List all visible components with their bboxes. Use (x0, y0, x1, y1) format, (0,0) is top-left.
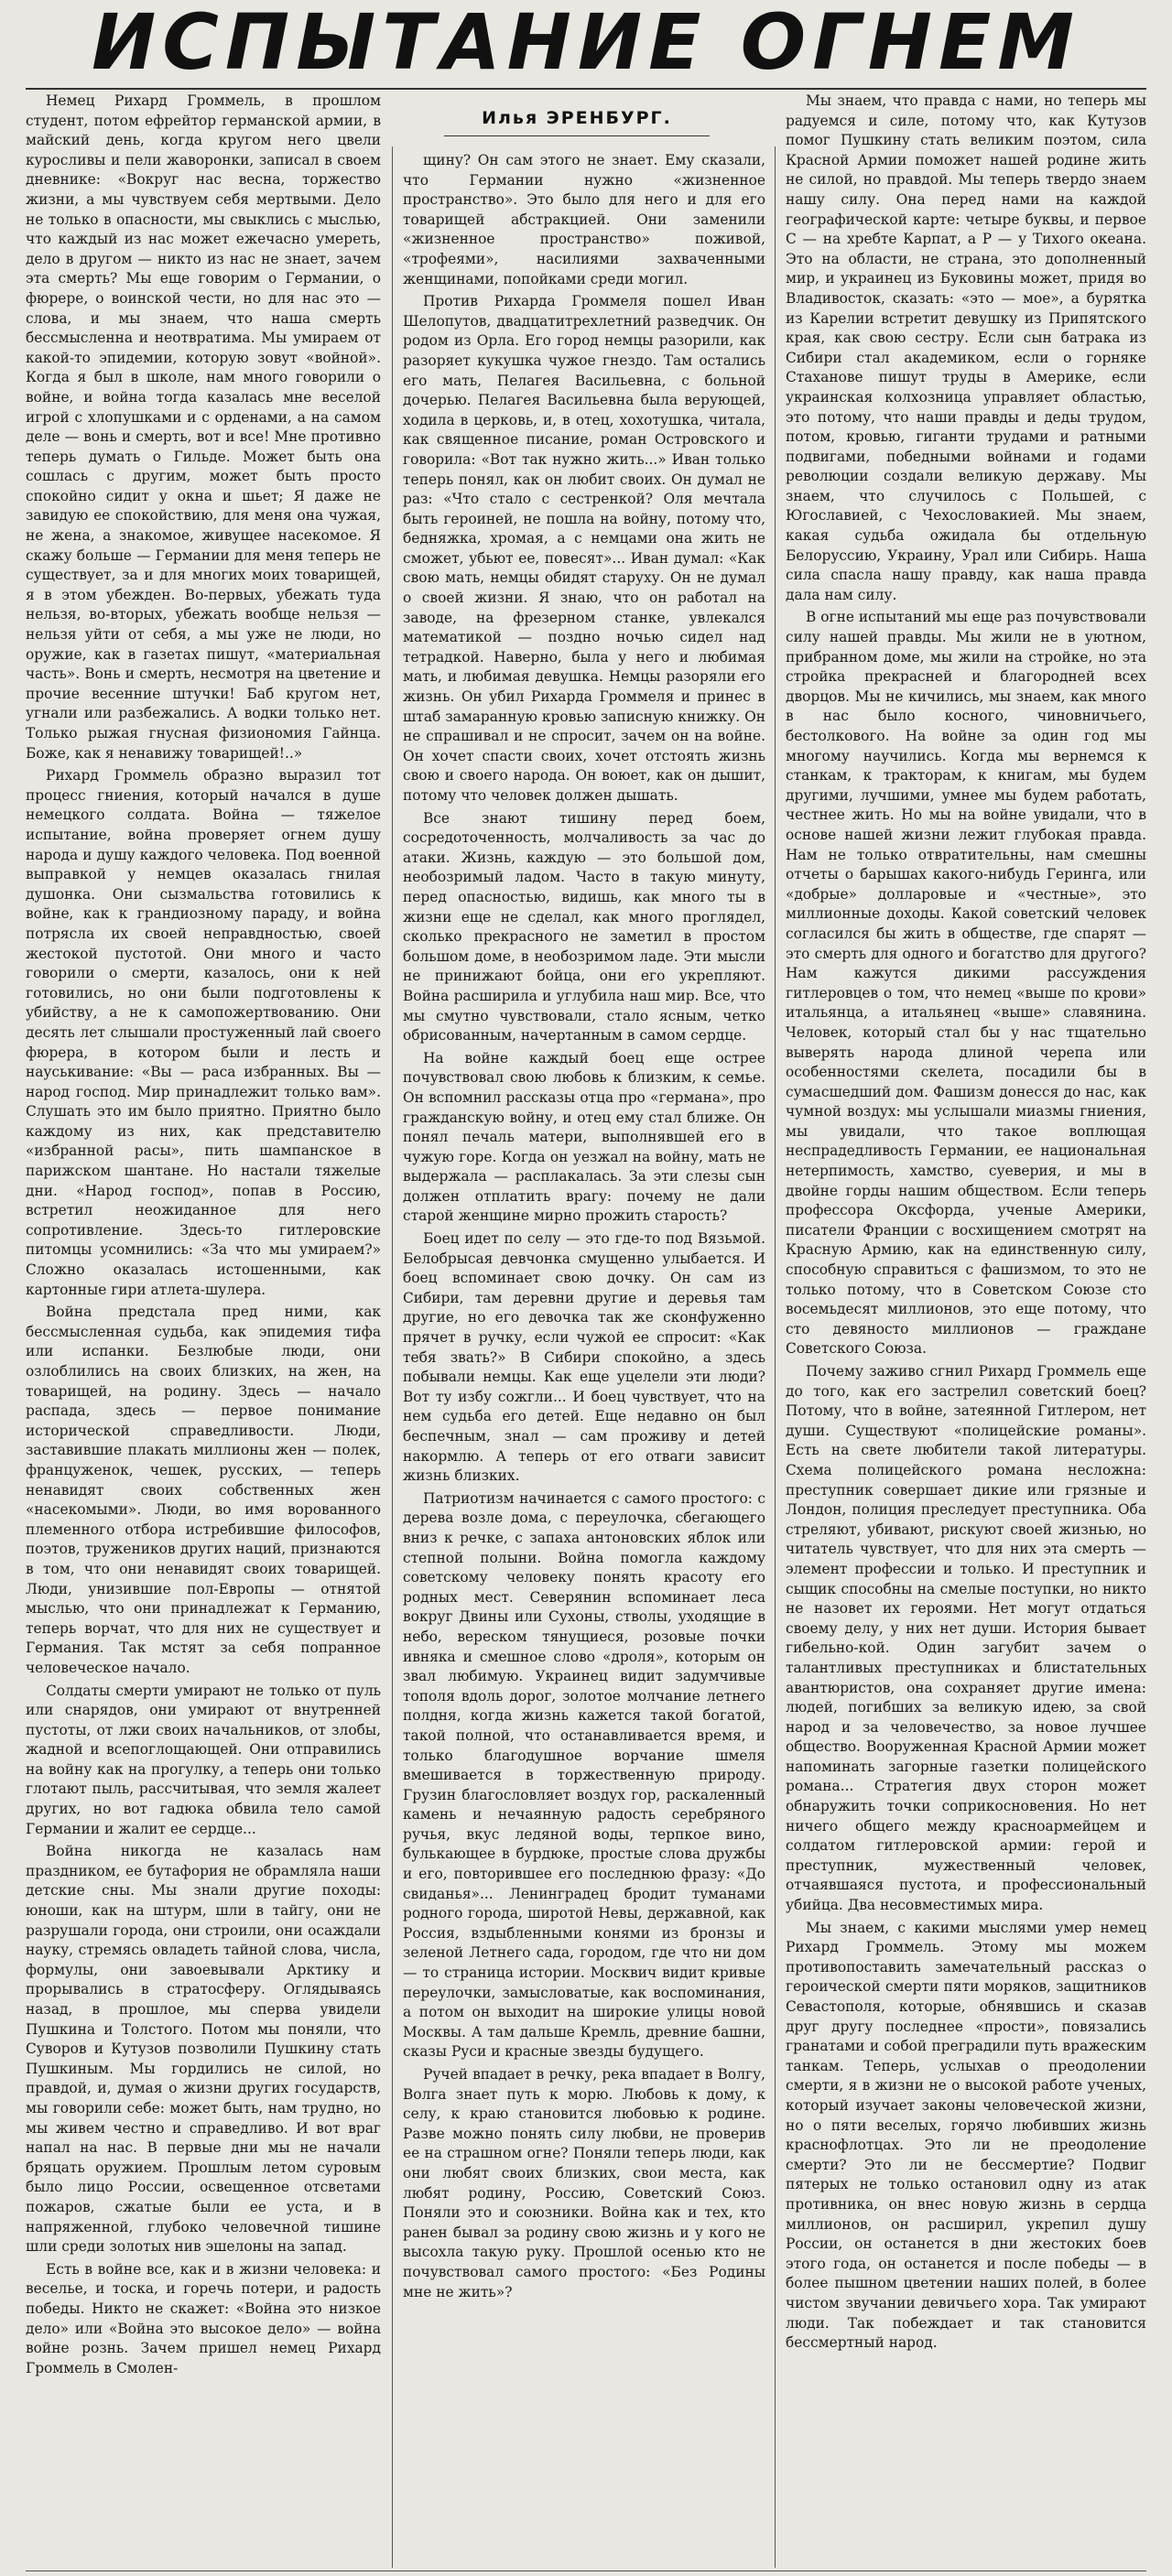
article-paragraph: Мы знаем, с какими мыслями умер немец Рихард Громмель. Этому мы можем противопоставить замечательный рассказ о героической смерти пяти моряков, защитников Севастополя, которые, обнявшись и сказав друг другу последнее «прости», повязались гранатами и собой преградили путь вражеским танкам. Теперь, услыхав о преодолении смерти, я в жизни не о высокой работе ученых, который изучает законы человеческой жизни, но о пяти веселых, горячо любивших жизнь краснофлотцах. Это ли не преодоление смерти? Это ли не бессмертие? Подвиг пятерых не только остановил одну из атак противника, он внес новую жизнь в сердца миллионов, он расширил, укрепил душу России, он останется в дни жестоких боев этого года, он останется и после победы — в более пышном цветении наших полей, в более чистом звучании девичьего хора. Так умирают люди. Так побеждает и так становится бессмертный народ. (786, 1919, 1146, 2352)
article-paragraph: Мы знаем, что правда с нами, но теперь мы радуемся и силе, потому что, как Кутузов помог Пушкину стать великим поэтом, сила Красной Армии поможет нашей родине жить не силой, но правдой. Мы теперь твердо знаем нашу силу. Она перед нами на каждой географической карте: четыре буквы, и первое С — на хребте Карпат, а Р — у Тихого океана. Это на области, не страна, это дополненный мир, и украинец из Буковины может, придя во Владивосток, сказать: «это — мое», а бурятка из Карелии встретит девушку из Припятского края, как свою сестру. Если сын батрака из Сибири стал академиком, если о горняке Стаханове пишут труды в Америке, если украинская колхозница управляет областью, это потому, что наши правды и деды трудом, потом, кровью, гиганти трудами и ратными подвигами, победными войнами и годами революции создали великую державу. Мы знаем, что случилось с Польшей, с Югославией, с Чехословакией. Мы знаем, какая судьба ожидала бы отдельную Белоруссию, Украину, Урал или Сибирь. Наша сила спасла нашу правду, как наша правда дала нам силу. (786, 92, 1146, 603)
article-column-1 (26, 92, 381, 2568)
article-paragraph: Боец идет по селу — это где-то под Вязьмой. Белобрысая девчонка смущенно улыбается. И боец вспоминает свою дочку. Он сам из Сибири, там деревни другие и деревья там другие, но его девочка так же сконфуженно прячет в ручку, если чужой ее спросит: «Как тебя звать?» В Сибири спокойно, а здесь побывали немцы. Как еще уцелели эти люди? Вот ту избу сожгли... И боец чувствует, что на нем судьба его детей. Еще недавно он был беспечным, знал — сам проживу и детей накормлю. А теперь от его отваги зависит жизнь близких. (403, 1230, 765, 1485)
article-paragraph: щину? Он сам этого не знает. Ему сказали, что Германии нужно «жизненное пространство». Это было для него и для его товарищей абстракцией. Они заменили «жизненное пространство» поживой, «трофеями», насилиями захваченными женщинами, попойками среди могил. (403, 152, 765, 287)
article-paragraph: Рихард Громмель образно выразил тот процесс гниения, который начался в душе немецкого солдата. Война — тяжелое испытание, война проверяет огнем душу народа и душу каждого человека. Под военной выправкой у немцев оказалась гнилая душонка. Они сызмальства готовились к войне, как к грандиозному параду, и война потрясла их своей неправдностью, своей жестокой пустотой. Они много и часто говорили о смерти, казалось, они к ней готовились, но они были подготовлены к убийству, а не к самопожертвованию. Они десять лет слышали простуженный лай своего фюрера, в котором были и лесть и науськивание: «Вы — раса избранных. Вы — народ господ. Мир принадлежит только вам». Слушать это им было приятно. Приятно было каждому из них, как представителю «избранной расы», пить шампанское в парижском шантане. Но настали тяжелые дни. «Народ господ», попав в Россию, встретил неожиданное для него сопротивление. Здесь-то гитлеровские питомцы усомнились: «За что мы умираем?» Сложно оказалась истошенными, как картонные гири атлета-шулера. (26, 767, 381, 1298)
headline-divider (26, 88, 1146, 90)
article-column-2 (403, 151, 765, 2568)
article-paragraph: Война предстала пред ними, как бессмысленная судьба, как эпидемия тифа или испанки. Безлюбые люди, они озлоблились на своих близких, на жен, на товарищей, на родину. Здесь — начало распада, здесь — первое понимание исторической справедливости. Люди, заставившие плакать миллионы жен — полек, француженок, чешек, русских, — теперь ненавидят своих собственных жен «насекомыми». Люди, во имя ворованного племенного отбора истребившие философов, поэтов, тружеников других наций, признаются в том, что они ненавидят своих товарищей. Люди, унизившие пол-Европы — отнятой мыслью, что они принадлежат к Германию, теперь ворчат, что для них не существует и Германия. Так мстят за себя попранное человеческое начало. (26, 1304, 381, 1676)
article-paragraph: Все знают тишину перед боем, сосредоточенность, молчаливость за час до атаки. Жизнь, каждую — это большой дом, необозримый ладом. Часто в такую минуту, перед опасностью, видишь, как много ты в жизни еще не сделал, как много проглядел, сколько прекрасного не заметил в простом большом доме, в необозримом ладе. Эти мысли не принижают бойца, они его укрепляют. Война расширила и углубила наш мир. Все, что мы смутно чувствовали, стало ясным, четко обрисованным, начертанным в самом сердце. (403, 809, 765, 1044)
article-byline: Илья ЭРЕНБУРГ. (482, 108, 672, 128)
column-rule-2 (775, 146, 776, 2568)
column-rule-1 (392, 146, 393, 2568)
article-paragraph: В огне испытаний мы еще раз почувствовали силу нашей правды. Мы жили не в уютном, прибранном доме, мы жили на стройке, но эта стройка прекрасней и благородней всех дворцов. Мы не кичились, мы знаем, как много в нас было косного, чиновничьего, бестолкового. На войне за один год мы многому научились. Когда мы вернемся к станкам, к тракторам, к книгам, мы будем другими, лучшими, умнее мы будем работать, честнее жить. Но мы на войне увидали, что в основе нашей жизни лежит глубокая правда. Нам не только отвратительны, нам смешны отчеты о барышах какого-нибудь Геринга, или «добрые» долларовые и «честные», это миллионные доходы. Какой советский человек согласился бы жить в обществе, где спарят — это смерть для одного и богатство для другого? Нам кажутся дикими рассуждения гитлеровцев о том, что немец «выше по крови» итальянца, а итальянец «выше» славянина. Человек, который стал бы у нас тщательно выверять народа длиной черепа или особенностями скелета, посадили бы в сумасшедший дом. Фашизм донесся до нас, как чумной воздух: мы услышали миазмы гниения, мы увидали, что такое воплющая неспрадедливость Германии, ее национальная нетерпимость, хамство, суеверия, и мы в двойне горды нашим обществом. Если теперь профессора Оксфорда, ученые Америки, писатели Франции с восхищением смотрят на Красную Армию, как на единственную силу, способную справиться с фашизмом, то это не только потому, что в Советском Союзе сто восемьдесят миллионов, это еще потому, что сто девяносто миллионов — граждане Советского Союза. (786, 609, 1146, 1358)
article-headline: ИСПЫТАНИЕ ОГНЕМ (91, 0, 1081, 87)
article-paragraph: Солдаты смерти умирают не только от пуль или снарядов, они умирают от внутренней пустоты, от лжи своих начальников, от злобы, жадной и всепоглощающей. Они отправились на войну как на прогулку, а теперь они только глотают пыль, рассчитывая, что земля жалеет других, но вот гадюка обвила тело самой Германии и жалит ее сердце... (26, 1682, 381, 1837)
article-column-3 (786, 92, 1146, 2568)
byline-divider (444, 135, 710, 136)
article-paragraph: Есть в войне все, как и в жизни человека: и веселье, и тоска, и горечь потери, и радость победы. Никто не скажет: «Война это низкое дело» или «Война это высокое дело» — война войне рознь. Зачем пришел немец Рихард Громмель в Смолен- (26, 2260, 381, 2376)
article-paragraph: Немец Рихард Громмель, в прошлом студент, потом ефрейтор германской армии, в майский день, когда кругом него цвели куросливы и пели жаворонки, записал в своем дневнике: «Вокруг нас весна, торжество жизни, а мы чувствуем себя мертвыми. Дело не только в опасности, мы свыклись с мыслью, что каждый из нас может ежечасно умереть, дело в другом — никто из нас не знает, зачем эта смерть? Мы еще говорим о Германии, о фюрере, о воинской чести, но для нас это — слова, и мы знаем, что наша смерть бессмысленна и неотвратима. Мы умираем от какой-то эпидемии, которую зовут «войной». Когда я был в школе, нам много говорили о войне, и война тогда казалась мне веселой игрой с хлопушками и с орденами, а на самом деле — вонь и смерть, вот и все! Мне противно теперь думать о Гильде. Может быть она сошлась с другим, может быть просто спокойно сидит у окна и шьет; Я даже не завидую ее спокойствию, для меня она чужая, не жена, а знакомое, живущее насекомое. Я скажу больше — Германии для меня теперь не существует, за и для многих моих товарищей, я в этом убежден. Во-первых, убежать туда нельзя, во-вторых, убежать вообще нельзя — нельзя уйти от себя, а мы уже не люди, но оружие, как в газетах пишут, «материальная часть». Вонь и смерть, несмотря на цветение и прочие весенние штучки! Баб кругом нет, угнали или разбежались. А водки только нет. Только рыжая гнусная физиономия Гайнца. Боже, как я ненавижу товарищей!..» (26, 92, 381, 762)
article-paragraph: Ручей впадает в речку, река впадает в Волгу, Волга знает путь к морю. Любовь к дому, к селу, к краю становится любовью к родине. Разве можно понять силу любви, не проверив ее на страшном огне? Поняли теперь люди, как они любят своих близких, свои места, как любят родину, Россию, Советский Союз. Поняли это и союзники. Война как и тех, кто ранен бывал за родину свою жизнь и у кого не высохла такую руку. Прошлой осенью кто не почувствовал самого простого: «Без Родины мне не жить»? (403, 2066, 765, 2300)
article-paragraph: На войне каждый боец еще острее почувствовал свою любовь к близким, к семье. Он вспомнил рассказы отца про «германа», про гражданскую войну, и отец ему стал ближе. Он понял печаль матери, выполнявшей его в чужую горе. Когда он уезжал на войну, мать не выдержала — расплакалась. За эти слезы сын должен отплатить врагу: почему не дали старой женщине мирно прожить старость? (403, 1049, 765, 1225)
article-paragraph: Почему заживо сгнил Рихард Громмель еще до того, как его застрелил советский боец? Потому, что в войне, затеянной Гитлером, нет души. Существуют «полицейские романы». Есть на свете любители такой литературы. Схема полицейского романа несложна: преступник совершает дикие или грязные и Лондон, полиция преследует преступника. Оба стреляют, убивают, рискуют своей жизнью, но читатель чувствует, что для них эта смерть — элемент профессии и только. И преступник и сыщик способны на смелые поступки, но никто не назовет их героями. Нет могут отдаться своему делу, у них нет души. История бывает гибельно-кой. Один загубит зачем о талантливых преступниках и блистательных авантюристов, она сохраняет другие имена: людей, погибших за великую идею, за свой народ и за человечество, за новое лучшее общество. Вооруженная Красной Армии может напоминать загорные газетки полицейского романа... Стратегия двух сторон может обнаружить точки соприкосновения. Но нет ничего общего между красноармейцем и солдатом гитлеровской армии: герой и преступник, мужественный человек, отчаявшаяся пустота, и профессиональный убийца. Два несовместимых мира. (786, 1363, 1146, 1914)
article-paragraph: Война никогда не казалась нам праздником, ее бутафория не обрамляла наши детские сны. Мы знали другие походы: юноши, как на штурм, шли в тайгу, они не разрушали города, они строили, они осаждали науку, стремясь овладеть тайной слова, числа, формулы, они завоевывали Арктику и прорывались в стратосферу. Оглядываясь назад, в прошлое, мы сперва увидели Пушкина и Толстого. Потом мы поняли, что Суворов и Кутузов позволили Пушкину стать Пушкиным. Мы гордились не силой, но правдой, и, думая о жизни других государств, мы говорили себе: может быть, нам трудно, но мы живем честно и справедливо. И вот враг напал на нас. В первые дни мы не начали бряцать оружием. Прошлым летом суровым было лицо России, освещенное отсветами пожаров, сжатые были ее уста, и в напряженной, глубоко человечной тишине шли среди золотых нив эшелоны на запад. (26, 1843, 381, 2256)
article-paragraph: Против Рихарда Громмеля пошел Иван Шелопутов, двадцатитрехлетний разведчик. Он родом из Орла. Его город немцы разорили, как разоряет кукушка чужое гнездо. Там остались его мать, Пелагея Васильевна, с больной дочерью. Пелагея Васильевна была верующей, ходила в церковь, и, в отец, хохотушка, читала, как священное писание, роман Островского и говорила: «Вот так нужно жить...» Иван только теперь понял, как он любит своих. Он думал не раз: «Что стало с сестренкой? Оля мечтала быть героиней, не пошла на войну, потому что, бедняжка, хромая, а с немцами она жить не сможет, убьют ее, повесят»... Иван думал: «Как свою мать, немцы обидят старуху. Он не думал о своей жизни. Я знаю, что он работал на заводе, на фрезерном станке, увлекался математикой — поздно ночью сидел над тетрадкой. Наверно, была у него и любимая мать, и любимая девушка. Немцы разоряли его жизнь. Он убил Рихарда Громмеля и принес в штаб замаранную кровью записную книжку. Он не спрашивал и не спросит, зачем он на войне. Он хочет спасти своих, хочет отстоять жизнь свою и своего народа. Он воюет, как он дышит, потому что человек должен дышать. (403, 293, 765, 804)
article-paragraph: Патриотизм начинается с самого простого: с дерева возле дома, с переулочка, сбегающего вниз к речке, с запаха антоновских яблок или степной полыни. Война помогла каждому советскому человеку понять красоту его родных мест. Северянин вспоминает леса вокруг Двины или Сухоны, стволы, уходящие в небо, вереском тянущиеся, розовые почки ивняка и смешное слово «дроля», которым он звал любимую. Украинец видит задумчивые тополя вдоль дорог, золотое молчание летнего полдня, когда жизнь кажется такой богатой, такой полной, что останавливается время, и только благодушное ворчание шмеля вмешивается в торжественную природу. Грузин благословляет воздух гор, раскаленный камень и нечаянную радость серебряного ручья, вкус ледяной воды, терпкое вино, булькающее в бурдюке, простые слова дружбы и его, повторившее его последнюю фразу: «До свиданья»... Ленинградец бродит туманами родного города, широтой Невы, державной, как Россия, вздыбленными конями из бронзы и зеленой Летнего сада, городом, где что ни дом — то страница истории. Москвич видит кривые переулочки, замысловатые, как воспоминания, а потом он выходит на широкие улицы новой Москвы. А там дальше Кремль, древние башни, сказы Руси и красные звезды будущего. (403, 1489, 765, 2061)
